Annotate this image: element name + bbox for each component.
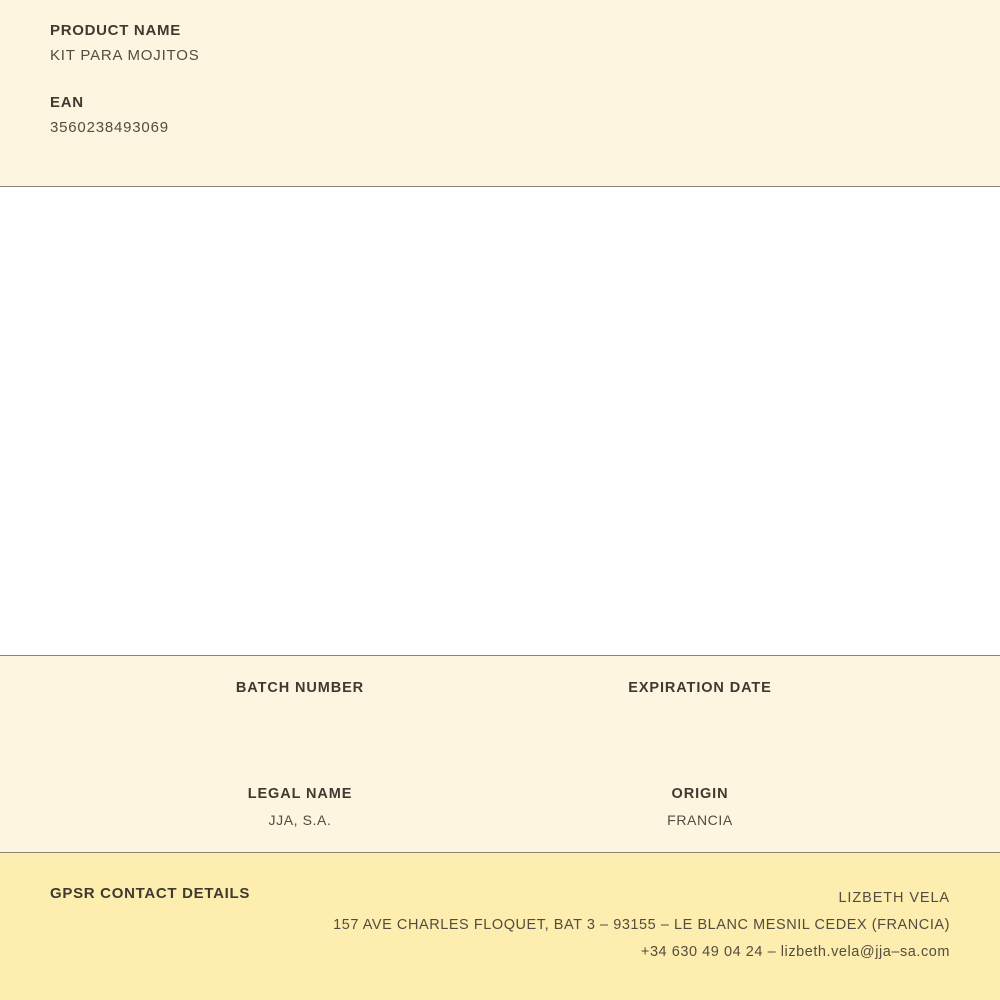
ean-value: 3560238493069: [50, 119, 169, 136]
gpsr-contact-title: GPSR CONTACT DETAILS: [50, 885, 251, 902]
row-spacer: [0, 680, 100, 724]
details-row-second: [0, 786, 1000, 830]
row-spacer: [0, 786, 100, 830]
expiration-date-label: EXPIRATION DATE: [628, 680, 772, 696]
expiration-date-field: [500, 680, 900, 724]
gpsr-contact-name: LIZBETH VELA: [838, 890, 950, 906]
gpsr-contact-phone-email: +34 630 49 04 24 – lizbeth.vela@jja–sa.com: [640, 943, 950, 960]
gpsr-contact-details: [333, 885, 950, 965]
origin-label: ORIGIN: [671, 786, 729, 802]
details-row-first: [0, 680, 1000, 724]
batch-number-field: [100, 680, 500, 724]
gpsr-contact-block: [0, 853, 1000, 1000]
origin-value: FRANCIA: [667, 812, 733, 828]
ean-label: EAN: [50, 94, 84, 111]
product-details-block: [0, 656, 1000, 853]
batch-number-value: [100, 706, 500, 724]
legal-name-value: JJA, S.A.: [268, 812, 332, 828]
blank-content-area: [0, 187, 1000, 656]
origin-field: [500, 786, 900, 830]
product-name-label: PRODUCT NAME: [50, 22, 181, 39]
batch-number-label: BATCH NUMBER: [235, 680, 365, 696]
product-name-value: KIT PARA MOJITOS: [50, 47, 200, 64]
gpsr-contact-address: 157 AVE CHARLES FLOQUET, BAT 3 – 93155 – LE BLANC MESNIL CEDEX (FRANCIA): [333, 916, 950, 933]
product-name-field: [50, 22, 950, 64]
product-identification-block: [0, 0, 1000, 187]
expiration-date-value: [500, 706, 900, 724]
legal-name-label: LEGAL NAME: [247, 786, 353, 802]
legal-name-field: [100, 786, 500, 830]
ean-field: [50, 94, 950, 136]
